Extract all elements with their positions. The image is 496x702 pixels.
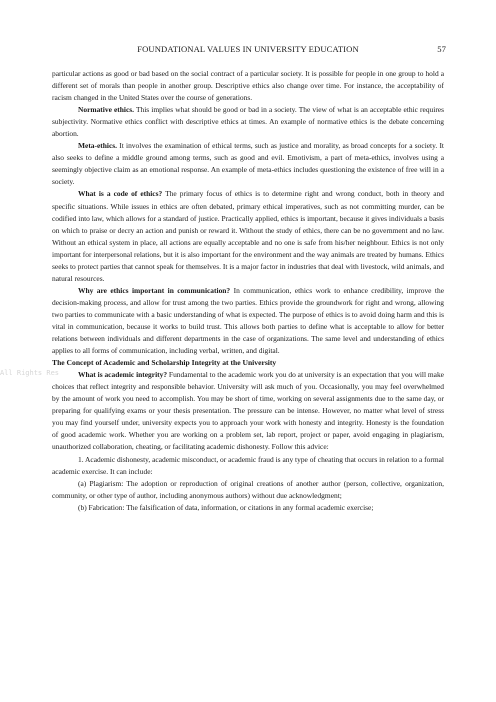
paragraph-normative-ethics: [52, 104, 444, 140]
paragraph-academic-integrity: [52, 369, 444, 453]
paragraph-text: Fundamental to the academic work you do at university is an expectation that you will make choices that reflect integrity and responsible behavior. University will ask much of you. Occasionally, you may feel overwhelmed by the amount of work you need to accomplish. You may be short of time, working on several assignments due to the same day, or preparing for qualifying exams or your thesis presentation. The pressure can be intense. However, no matter what level of stress you may find yourself under, university expects you to approach your work with honesty and integrity. Honesty is the foundation of good academic work. Whether you are working on a problem set, lab report, project or paper, avoid engaging in plagiarism, unauthorized collaboration, cheating, or facilitating academic dishonesty. Follow this advice:: [52, 370, 444, 452]
list-item-plagiarism: [52, 478, 444, 502]
paragraph-meta-ethics: [52, 140, 444, 188]
paragraph-lead: What is a code of ethics?: [78, 189, 163, 199]
paragraph-text: This implies what should be good or bad in a society. The view of what is an acceptable ethic requires subjectivity. Normative ethics conflict with descriptive ethics at times. An example of normative ethics is the debate concerning abortion.: [52, 105, 444, 139]
list-item-fabrication: [52, 502, 444, 514]
paragraph-text: (b) Fabrication: The falsification of data, information, or citations in any formal academic exercise;: [78, 502, 374, 512]
paragraph-text: particular actions as good or bad based on the social contract of a particular society. It is possible for people in one group to hold a different set of morals than people in another group. Descriptive ethics also change over time. For instance, the acceptability of racism changed in the United States over the course of generations.: [52, 69, 444, 103]
paragraph-text: It involves the examination of ethical terms, such as justice and morality, as broad concepts for a society. It also seeks to define a middle ground among terms, such as good and evil. Emotivism, a part of meta-ethics, involves using a seemingly objective claim as an emotional response. An example of meta-ethics includes questioning the existence of free will in a society.: [52, 141, 444, 187]
paragraph-lead: Meta-ethics.: [78, 141, 118, 151]
paragraph-text: In communication, ethics work to enhance credibility, improve the decision-making process, and allow for trust among the two parties. Ethics provide the groundwork for right and wrong, allowing two parties to communicate with a basic understanding of what is expected. The purpose of ethics is to avoid doing harm and this is vital in communication, because it works to build trust. This allows both parties to define what is acceptable to allow for better relations between individuals and different departments in the case of organizations. The same level and understanding of ethics applies to all forms of communication, including verbal, written, and digital.: [52, 285, 444, 356]
page-number: 57: [437, 44, 446, 54]
section-heading: The Concept of Academic and Scholarship Integrity at the University: [52, 358, 277, 368]
paragraph-code-of-ethics: [52, 188, 444, 284]
paragraph-lead: Normative ethics.: [78, 105, 135, 115]
paragraph-text: 1. Academic dishonesty, academic misconduct, or academic fraud is any type of cheating that occurs in relation to a formal academic exercise. It can include:: [52, 454, 444, 476]
watermark: All Rights Res: [0, 369, 60, 377]
paragraph-descriptive-ethics-cont: [52, 68, 444, 104]
running-title: FOUNDATIONAL VALUES IN UNIVERSITY EDUCATION: [137, 44, 359, 54]
paragraph-ethics-communication: [52, 285, 444, 357]
paragraph-lead: Why are ethics important in communication?: [78, 285, 231, 295]
list-item-academic-dishonesty: [52, 454, 444, 478]
paragraph-lead: What is academic integrity?: [78, 370, 168, 380]
paragraph-text: The primary focus of ethics is to determine right and wrong conduct, both in theory and specific situations. While issues in ethics are often debated, primary ethical imperatives, such as not committing murder, can be codified into law, which allows for a standard of justice. Practically applied, ethics is important, because it gives individuals a basis on which to praise or decry an action and punish or reward it. Without the study of ethics, there can be no government and no law. Without an ethical system in place, all actions are equally acceptable and no one is safe from his/her neighbour. Ethics is not only important for interpersonal relations, but it is also important for the environment and the way animals are treated by humans. Ethics seeks to protect parties that cannot speak for themselves. It is a major factor in industries that deal with livestock, wild animals, and natural resources.: [52, 189, 445, 283]
body-text: [52, 68, 444, 514]
paragraph-text: (a) Plagiarism: The adoption or reproduction of original creations of another author (person, collective, organization, community, or other type of author, including anonymous authors) without due acknowledgment;: [52, 478, 444, 500]
running-header: [52, 44, 444, 56]
